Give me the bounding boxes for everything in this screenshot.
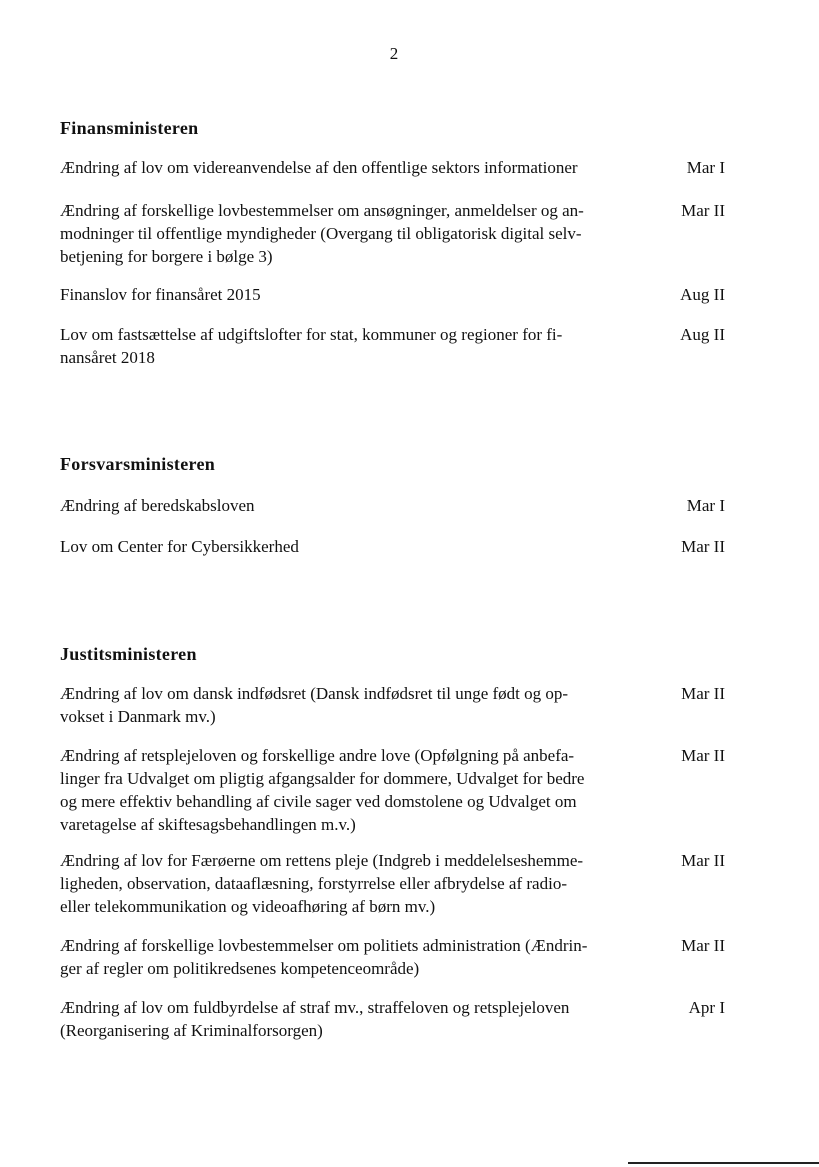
- item-text-line: Ændring af lov om dansk indfødsret (Dansk indfødsret til unge født og op-: [60, 684, 569, 703]
- item-date: Aug II: [680, 325, 725, 344]
- list-item: [60, 283, 740, 306]
- item-date: Mar II: [681, 936, 725, 955]
- list-item: [60, 156, 740, 179]
- list-item: [60, 996, 740, 1042]
- item-text-line: Ændring af beredskabsloven: [60, 496, 255, 515]
- item-date: Mar II: [681, 851, 725, 870]
- item-text: [60, 199, 630, 268]
- item-text: [60, 744, 630, 836]
- list-item: [60, 199, 740, 268]
- item-text-line: betjening for borgere i bølge 3): [60, 247, 273, 266]
- item-text-line: linger fra Udvalget om pligtig afgangsalder for dommere, Udvalget for bedre: [60, 769, 585, 788]
- item-text-line: modninger til offentlige myndigheder (Overgang til obligatorisk digital selv-: [60, 224, 582, 243]
- item-text: [60, 934, 630, 980]
- section-forsvarsministeren: [60, 454, 740, 574]
- item-date: Mar I: [686, 496, 725, 515]
- item-text: [60, 682, 630, 728]
- item-text-line: varetagelse af skiftesagsbehandlingen m.v.): [60, 815, 356, 834]
- item-text-line: eller telekommunikation og videoafhøring af børn mv.): [60, 897, 436, 916]
- list-item: [60, 744, 740, 836]
- list-item: [60, 934, 740, 980]
- item-date: Apr I: [688, 998, 725, 1017]
- item-text: [60, 494, 630, 517]
- item-date: Mar II: [681, 201, 725, 220]
- item-date: Mar II: [681, 684, 725, 703]
- item-date: Mar II: [681, 746, 725, 765]
- item-text-line: Ændring af lov om fuldbyrdelse af straf mv., straffeloven og retsplejeloven: [60, 998, 570, 1017]
- section-justitsministeren: [60, 644, 740, 1064]
- item-text-line: Ændring af retsplejeloven og forskellige andre love (Opfølgning på anbefa-: [60, 746, 575, 765]
- item-text-line: nansåret 2018: [60, 348, 155, 367]
- item-text-line: (Reorganisering af Kriminalforsorgen): [60, 1021, 323, 1040]
- item-text: [60, 535, 630, 558]
- item-text-line: Lov om Center for Cybersikkerhed: [60, 537, 299, 556]
- item-text-line: Ændring af lov for Færøerne om rettens pleje (Indgreb i meddelelseshemme-: [60, 851, 584, 870]
- item-text-line: Finanslov for finansåret 2015: [60, 285, 261, 304]
- item-text-line: og mere effektiv behandling af civile sager ved domstolene og Udvalget om: [60, 792, 577, 811]
- item-date: Mar II: [681, 537, 725, 556]
- item-text: [60, 996, 630, 1042]
- section-heading: Finansministeren: [60, 118, 199, 138]
- section-heading: Justitsministeren: [60, 644, 197, 664]
- list-item: [60, 494, 740, 517]
- item-text: [60, 156, 630, 179]
- item-text: [60, 849, 630, 918]
- footer-divider: [628, 1162, 819, 1164]
- section-finansministeren: [60, 118, 740, 378]
- item-text: [60, 283, 630, 306]
- item-text-line: ligheden, observation, dataaflæsning, forstyrrelse eller afbrydelse af radio-: [60, 874, 567, 893]
- item-text-line: Ændring af lov om videreanvendelse af den offentlige sektors informationer: [60, 158, 578, 177]
- item-text-line: Lov om fastsættelse af udgiftslofter for stat, kommuner og regioner for fi-: [60, 325, 563, 344]
- list-item: [60, 849, 740, 918]
- item-date: Mar I: [686, 158, 725, 177]
- item-text-line: ger af regler om politikredsenes kompetenceområde): [60, 959, 420, 978]
- item-text-line: vokset i Danmark mv.): [60, 707, 216, 726]
- list-item: [60, 323, 740, 369]
- item-text-line: Ændring af forskellige lovbestemmelser om politiets administration (Ændrin-: [60, 936, 588, 955]
- section-heading: Forsvarsministeren: [60, 454, 216, 474]
- item-text: [60, 323, 630, 369]
- page-number: 2: [389, 44, 399, 63]
- item-text-line: Ændring af forskellige lovbestemmelser om ansøgninger, anmeldelser og an-: [60, 201, 584, 220]
- item-date: Aug II: [680, 285, 725, 304]
- list-item: [60, 535, 740, 558]
- list-item: [60, 682, 740, 728]
